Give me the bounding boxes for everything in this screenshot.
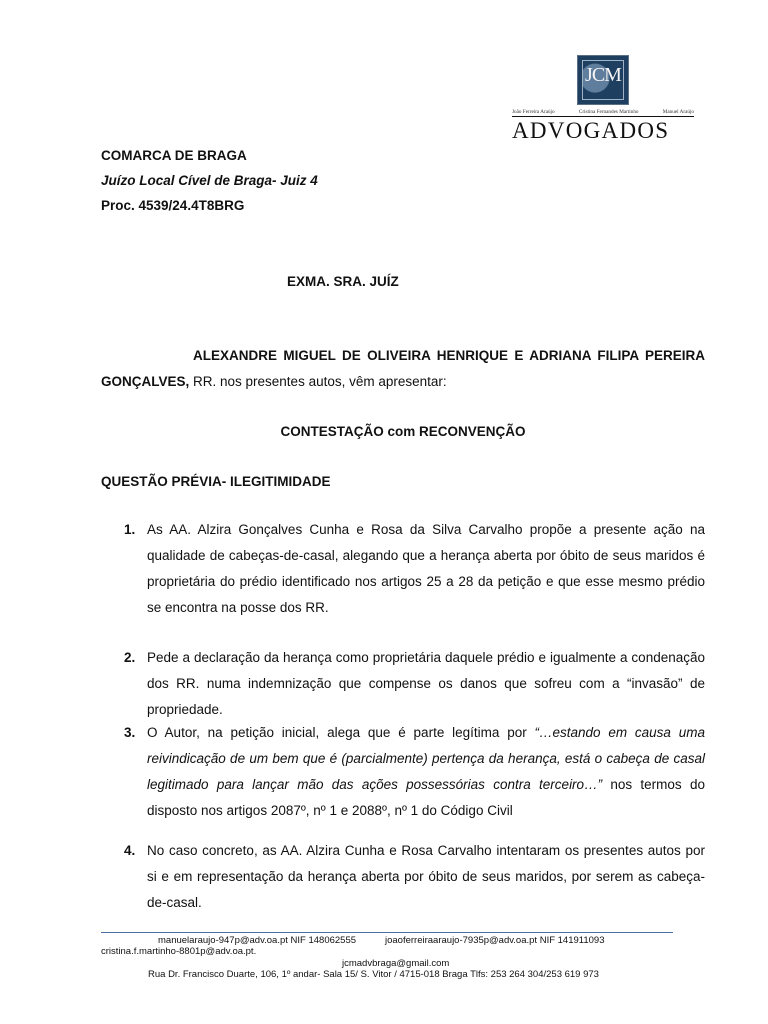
salutation: EXMA. SRA. JUÍZ [287,274,399,289]
item-number: 2. [124,650,136,665]
item-number: 1. [124,522,136,537]
footer-email-3: cristina.f.martinho-8801p@adv.oa.pt. [101,946,257,957]
parties-rest: RR. nos presentes autos, vêm apresentar: [189,374,447,389]
logo-monogram: JCM [585,64,621,86]
item-text-b: nos termos do disposto nos artigos 2087º, nº 1 e 2088º, nº 1 do Código Civil [147,777,705,818]
footer-email-2: joaoferreiraaraujo-7935p@adv.oa.pt NIF 141911093 [385,935,605,946]
list-item [124,838,705,916]
item-text: As AA. Alzira Gonçalves Cunha e Rosa da Silva Carvalho propõe a presente ação na qualidade de cabeças-de-casal, alegando que a herança aberta por óbito de seus maridos é proprietária do prédio identificado nos artigos 25 a 28 da petição e que esse mesmo prédio se encontra na posse dos RR. [147,522,705,615]
document-title: CONTESTAÇÃO com RECONVENÇÃO [280,424,526,439]
partner-name: Manuel Araújo [662,109,694,115]
item-text [147,720,705,824]
list-item [124,517,705,621]
firm-logo-emblem [577,55,629,105]
list-item [124,645,705,723]
footer-email-1: manuelaraujo-947p@adv.oa.pt NIF 148062555 [158,935,357,946]
footer-divider [101,932,673,933]
footer-email-4: jcmadvbraga@gmail.com [342,958,450,969]
partner-name: Cristina Fernandes Martinho [578,109,639,115]
parties-line-1: ALEXANDRE MIGUEL DE OLIVEIRA HENRIQUE E ADRIANA FILIPA PEREIRA [193,348,705,363]
court-section: Juízo Local Cível de Braga- Juiz 4 [101,173,318,188]
item-quote: “…estando em causa uma reivindicação de um bem que é (parcialmente) pertença da herança, está o cabeça de casal legitimado para lançar mão das ações possessórias contra terceiro…” [147,725,705,792]
section-title: QUESTÃO PRÉVIA- ILEGITIMIDADE [101,474,331,489]
logo-firm-word: ADVOGADOS [512,118,670,143]
partner-name: João Ferreira Araújo [512,109,555,115]
list-item [124,720,705,824]
logo-partner-names [512,109,694,115]
item-text-a: O Autor, na petição inicial, alega que é parte legítima por [147,725,535,740]
process-number: Proc. 4539/24.4T8BRG [101,198,245,213]
footer-address: Rua Dr. Francisco Duarte, 106, 1º andar- Sala 15/ S. Vitor / 4715-018 Braga Tlfs: 253 264 304/253 619 973 [148,969,599,980]
court-name: COMARCA DE BRAGA [101,148,247,163]
parties-surname: GONÇALVES, [101,374,190,389]
item-number: 3. [124,725,136,740]
item-text: Pede a declaração da herança como proprietária daquele prédio e igualmente a condenação dos RR. numa indemnização que compense os danos que sofreu com a “invasão” de propriedade. [147,650,705,717]
logo-divider [512,116,694,117]
item-text: No caso concreto, as AA. Alzira Cunha e Rosa Carvalho intentaram os presentes autos por si e em representação da herança aberta por óbito de seus maridos, por serem as cabeça-de-casal. [147,843,705,910]
parties-line-2 [101,369,705,395]
item-number: 4. [124,843,136,858]
